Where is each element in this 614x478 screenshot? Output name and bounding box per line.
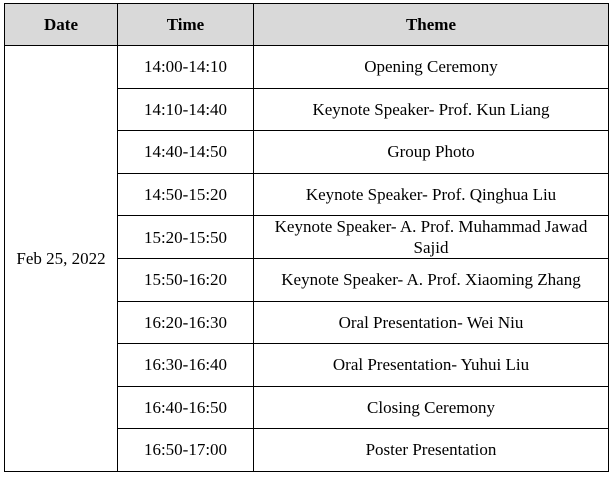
time-cell: 14:00-14:10 — [118, 46, 254, 89]
schedule-table — [4, 3, 609, 472]
time-cell: 14:50-15:20 — [118, 173, 254, 216]
table-row — [5, 46, 609, 89]
schedule-container — [4, 3, 609, 472]
theme-cell: Keynote Speaker- Prof. Kun Liang — [254, 88, 609, 131]
header-time: Time — [118, 4, 254, 46]
header-row — [5, 4, 609, 46]
theme-cell: Group Photo — [254, 131, 609, 174]
date-cell: Feb 25, 2022 — [5, 46, 118, 472]
theme-cell: Keynote Speaker- A. Prof. Xiaoming Zhang — [254, 259, 609, 302]
theme-cell: Opening Ceremony — [254, 46, 609, 89]
theme-cell: Closing Ceremony — [254, 386, 609, 429]
time-cell: 16:50-17:00 — [118, 429, 254, 472]
time-cell: 16:20-16:30 — [118, 301, 254, 344]
time-cell: 14:40-14:50 — [118, 131, 254, 174]
theme-cell: Keynote Speaker- A. Prof. Muhammad Jawad Sajid — [254, 216, 609, 259]
theme-cell: Oral Presentation- Yuhui Liu — [254, 344, 609, 387]
header-date: Date — [5, 4, 118, 46]
header-theme: Theme — [254, 4, 609, 46]
theme-cell: Oral Presentation- Wei Niu — [254, 301, 609, 344]
theme-cell: Poster Presentation — [254, 429, 609, 472]
time-cell: 15:50-16:20 — [118, 259, 254, 302]
time-cell: 15:20-15:50 — [118, 216, 254, 259]
time-cell: 16:40-16:50 — [118, 386, 254, 429]
time-cell: 16:30-16:40 — [118, 344, 254, 387]
time-cell: 14:10-14:40 — [118, 88, 254, 131]
theme-cell: Keynote Speaker- Prof. Qinghua Liu — [254, 173, 609, 216]
